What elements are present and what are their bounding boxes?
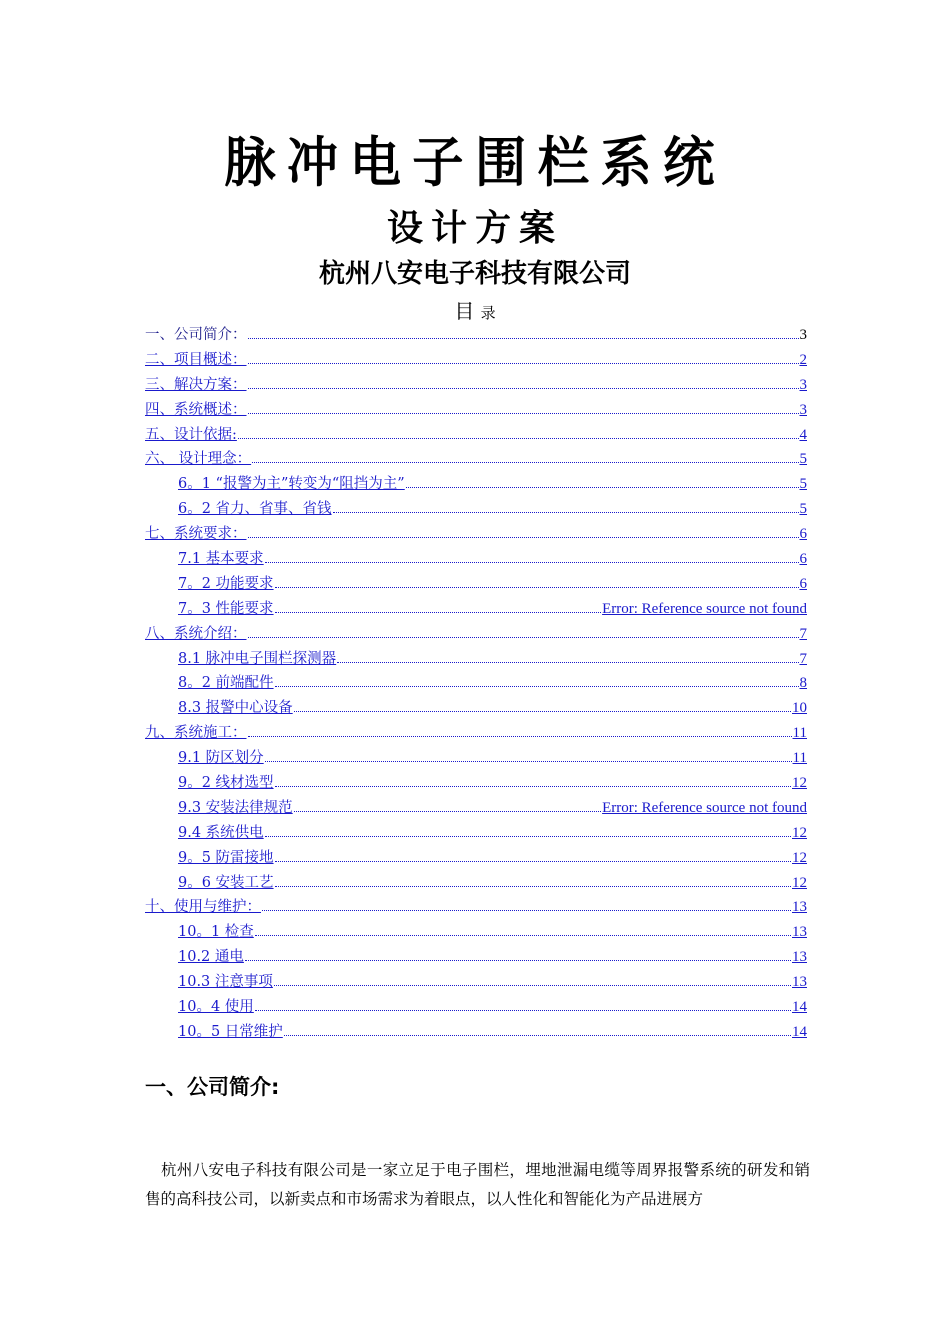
- toc-entry: [145, 696, 807, 721]
- toc-link[interactable]: [178, 920, 807, 945]
- toc-entry: [145, 671, 807, 696]
- toc-entry-page: 12: [792, 874, 807, 891]
- toc-entry: [145, 323, 807, 348]
- toc-link[interactable]: [145, 398, 807, 423]
- toc-entry: [145, 547, 807, 572]
- toc-entry-label: 10。4 使用: [178, 999, 254, 1016]
- document-title: 脉冲电子围栏系统: [224, 131, 726, 194]
- toc-entry-page: 13: [792, 899, 807, 916]
- toc-link[interactable]: [178, 771, 807, 796]
- toc-link[interactable]: [178, 746, 807, 771]
- toc-entry: [145, 895, 807, 920]
- toc-entry-page: 3: [799, 401, 807, 418]
- toc-entry-page: 3: [799, 376, 807, 393]
- toc-entry: [145, 398, 807, 423]
- toc-link[interactable]: [145, 447, 807, 472]
- toc-entry-page: 14: [792, 999, 807, 1016]
- toc-entry-page: 4: [799, 426, 807, 443]
- toc-entry: [145, 472, 807, 497]
- toc-entry: [145, 871, 807, 896]
- toc-link[interactable]: [178, 647, 807, 672]
- toc-entry: [145, 1020, 807, 1045]
- toc-entry-page: 7: [799, 650, 807, 667]
- toc-entry-label: 9。6 安装工艺: [178, 874, 274, 891]
- toc-entry-page: 3: [799, 327, 807, 343]
- toc-entry: [145, 920, 807, 945]
- toc-link[interactable]: [145, 348, 807, 373]
- toc-entry-page: 7: [799, 625, 807, 642]
- toc-entry: [145, 995, 807, 1020]
- toc-entry-page: 12: [792, 824, 807, 841]
- toc-entry-page: 11: [792, 725, 807, 742]
- toc-entry: [145, 373, 807, 398]
- toc-entry-label: 四、系统概述：: [145, 401, 247, 418]
- toc-link[interactable]: [178, 572, 807, 597]
- toc-dot-leader: [255, 934, 791, 936]
- toc-entry: [145, 348, 807, 373]
- toc-entry: [145, 970, 807, 995]
- toc-entry-label: 9.4 系统供电: [178, 824, 264, 841]
- toc-entry-label: 8.1 脉冲电子围栏探测器: [178, 650, 337, 667]
- toc-entry-label: 6。1 “报警为主”转变为“阻挡为主”: [178, 476, 405, 493]
- toc-entry-page: 5: [799, 451, 807, 468]
- toc-entry: [145, 597, 807, 622]
- toc-dot-leader: [248, 636, 799, 638]
- toc-link[interactable]: [178, 472, 807, 497]
- toc-link[interactable]: [178, 846, 807, 871]
- toc-entry-label: 八、系统介绍：: [145, 625, 247, 642]
- section-paragraph: 杭州八安电子科技有限公司是一家立足于电子围栏，埋地泄漏电缆等周界报警系统的研发和销售的高科技公司，以新卖点和市场需求为着眼点，以人性化和智能化为产品进展方: [145, 1161, 810, 1208]
- toc-entry-page: 6: [799, 575, 807, 592]
- toc-entry: [145, 846, 807, 871]
- toc-link[interactable]: [145, 895, 807, 920]
- toc-entry-page: 10: [792, 700, 807, 717]
- toc-entry-label: 三、解决方案：: [145, 376, 247, 393]
- toc-dot-leader: [255, 1009, 791, 1011]
- toc-link[interactable]: [145, 622, 807, 647]
- toc-link[interactable]: [178, 1020, 807, 1045]
- toc-link[interactable]: [178, 497, 807, 522]
- toc-entry-label: 9。2 线材选型: [178, 775, 274, 792]
- toc-entry-label: 六、 设计理念：: [145, 451, 252, 468]
- toc-entry: [145, 497, 807, 522]
- toc-entry: [145, 945, 807, 970]
- toc-entry: [145, 821, 807, 846]
- toc-dot-leader: [275, 785, 791, 787]
- toc-dot-leader: [406, 486, 799, 488]
- toc-dot-leader: [333, 511, 799, 513]
- toc-link[interactable]: [145, 423, 807, 448]
- toc-dot-leader: [248, 536, 799, 538]
- toc-entry-label: 7。2 功能要求: [178, 575, 274, 592]
- toc-link[interactable]: [178, 796, 807, 821]
- toc-dot-leader: [294, 710, 791, 712]
- toc-entry: [145, 746, 807, 771]
- toc-entry-page: 14: [792, 1023, 807, 1040]
- toc-dot-leader: [275, 860, 791, 862]
- toc-entry-page: 12: [792, 849, 807, 866]
- toc-entry-label: 8.3 报警中心设备: [178, 700, 293, 717]
- toc-dot-leader: [238, 437, 799, 439]
- company-name: 杭州八安电子科技有限公司: [318, 259, 631, 289]
- toc-dot-leader: [265, 561, 799, 563]
- document-subtitle: 设计方案: [386, 208, 563, 249]
- toc-entry-label: 九、系统施工：: [145, 725, 247, 742]
- toc-entry-page: 8: [799, 675, 807, 692]
- toc-entry-page: 5: [799, 476, 807, 493]
- table-of-contents: [145, 323, 807, 1045]
- toc-entry-label: 10.3 注意事项: [178, 974, 273, 991]
- toc-entry-page: 2: [799, 351, 807, 368]
- toc-entry: [145, 771, 807, 796]
- toc-dot-leader: [265, 835, 791, 837]
- toc-entry-label: 9.3 安装法律规范: [178, 799, 293, 816]
- toc-entry: [145, 721, 807, 746]
- toc-heading-big: 目: [454, 299, 475, 323]
- toc-entry-label: 9。5 防雷接地: [178, 849, 274, 866]
- toc-link[interactable]: [178, 597, 807, 622]
- toc-dot-leader: [248, 337, 799, 339]
- toc-entry-page: Error: Reference source not found: [602, 600, 807, 617]
- toc-dot-leader: [262, 909, 791, 911]
- toc-entry-page: Error: Reference source not found: [602, 799, 807, 816]
- toc-dot-leader: [284, 1034, 791, 1036]
- toc-dot-leader: [245, 959, 791, 961]
- toc-entry-label: 五、设计依据:: [145, 426, 237, 443]
- toc-dot-leader: [252, 461, 798, 463]
- toc-link[interactable]: [178, 671, 807, 696]
- toc-entry-page: 6: [799, 526, 807, 543]
- toc-entry-label: 十、使用与维护：: [145, 899, 261, 916]
- toc-entry: [145, 647, 807, 672]
- toc-entry-label: 9.1 防区划分: [178, 750, 264, 767]
- toc-link[interactable]: [178, 995, 807, 1020]
- toc-entry-page: 5: [799, 501, 807, 518]
- toc-entry-page: 11: [792, 750, 807, 767]
- toc-dot-leader: [275, 611, 602, 613]
- toc-link[interactable]: [178, 547, 807, 572]
- toc-link[interactable]: [145, 721, 807, 746]
- toc-dot-leader: [274, 984, 791, 986]
- toc-entry-label: 6。2 省力、省事、省钱: [178, 501, 332, 518]
- toc-dot-leader: [248, 412, 799, 414]
- toc-entry-page: 13: [792, 949, 807, 966]
- toc-entry: [145, 572, 807, 597]
- toc-link[interactable]: [178, 871, 807, 896]
- toc-entry-label: 10。1 检查: [178, 924, 254, 941]
- toc-link[interactable]: [178, 970, 807, 995]
- toc-entry-label: 7。3 性能要求: [178, 600, 274, 617]
- toc-entry-label: 七、系统要求：: [145, 526, 247, 543]
- toc-entry-page: 12: [792, 775, 807, 792]
- toc-entry-label: 二、项目概述：: [145, 351, 247, 368]
- toc-entry-label: 一、公司简介：: [145, 327, 247, 343]
- toc-entry: [145, 796, 807, 821]
- toc-dot-leader: [248, 387, 799, 389]
- toc-entry-page: 13: [792, 974, 807, 991]
- toc-dot-leader: [248, 735, 792, 737]
- toc-entry-label: 8。2 前端配件: [178, 675, 274, 692]
- toc-link[interactable]: [145, 373, 807, 398]
- toc-heading-small: 录: [480, 304, 496, 322]
- toc-dot-leader: [265, 760, 792, 762]
- toc-dot-leader: [337, 661, 798, 663]
- toc-entry-label: 7.1 基本要求: [178, 551, 264, 568]
- toc-entry-label: 10.2 通电: [178, 949, 244, 966]
- toc-link[interactable]: [178, 821, 807, 846]
- toc-entry: [145, 522, 807, 547]
- toc-link[interactable]: [145, 323, 807, 348]
- toc-link[interactable]: [178, 945, 807, 970]
- toc-entry: [145, 622, 807, 647]
- toc-dot-leader: [275, 586, 799, 588]
- toc-dot-leader: [248, 362, 799, 364]
- toc-entry: [145, 423, 807, 448]
- toc-entry-page: 6: [799, 551, 807, 568]
- toc-link[interactable]: [178, 696, 807, 721]
- toc-link[interactable]: [145, 522, 807, 547]
- section-heading: 一、公司简介:: [145, 1075, 280, 1099]
- toc-entry-page: 13: [792, 924, 807, 941]
- toc-dot-leader: [275, 685, 799, 687]
- toc-entry-label: 10。5 日常维护: [178, 1023, 283, 1040]
- toc-dot-leader: [275, 885, 791, 887]
- toc-entry: [145, 447, 807, 472]
- toc-dot-leader: [294, 810, 601, 812]
